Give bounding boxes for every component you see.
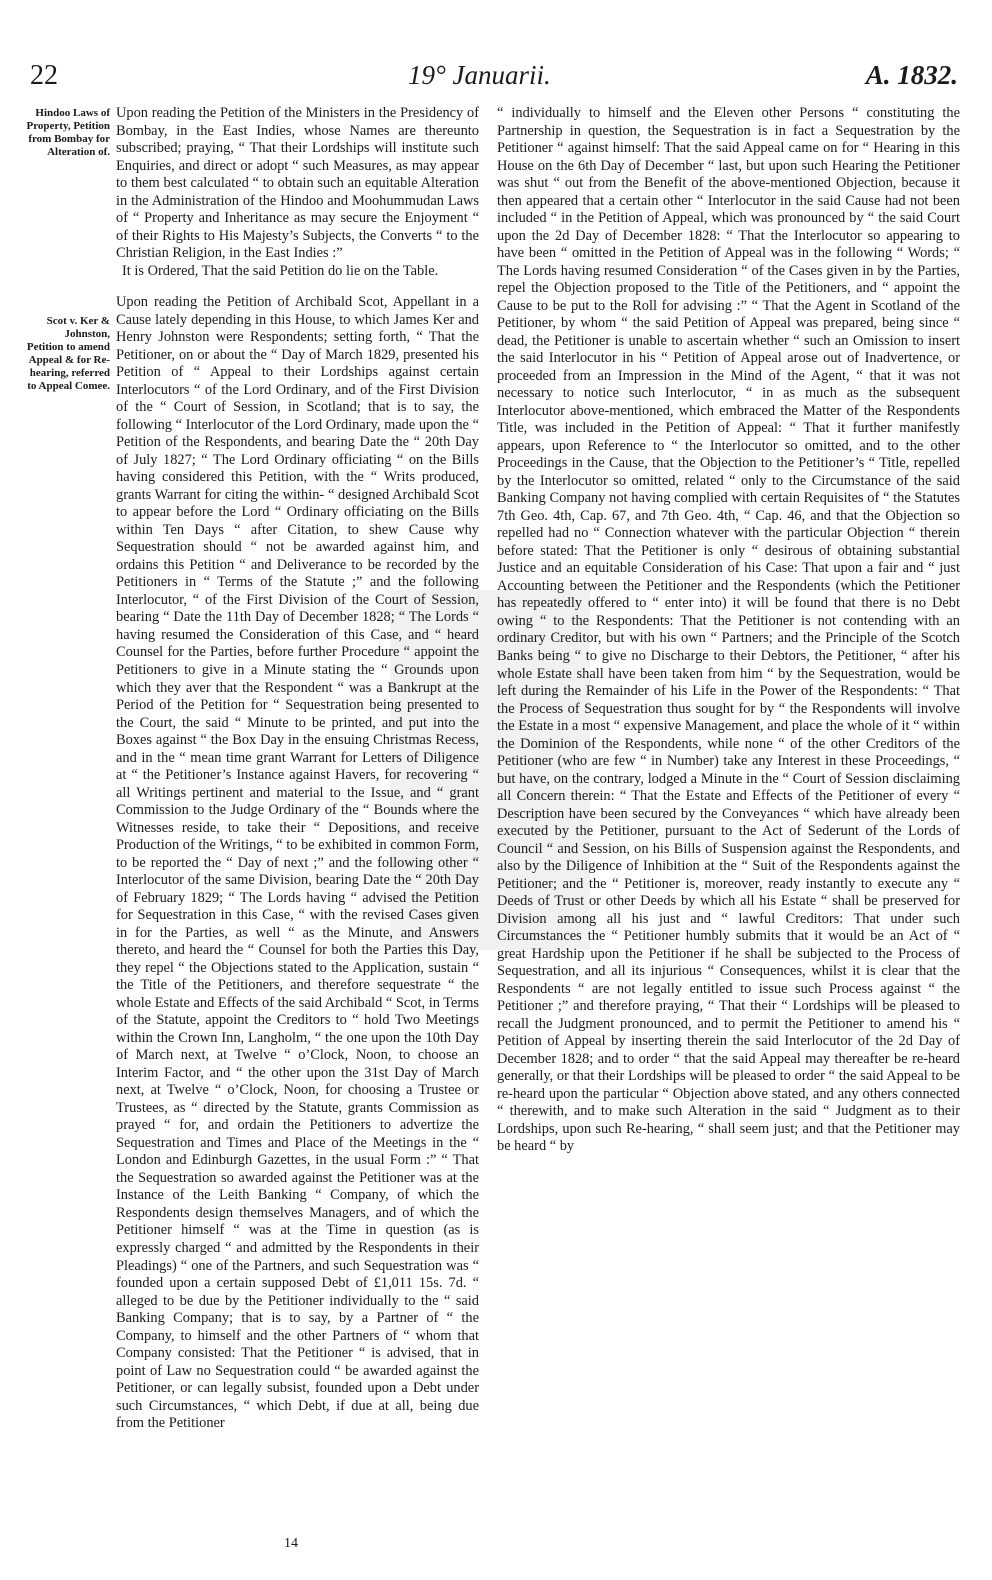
petition-archibald-scot: Upon reading the Petition of Archibald Scot, Appellant in a Cause lately depending in this House, to which James Ker and Henry Johnston were Respondents; setting forth, “ That the Petitioner, on or about the “ Day of March 1829, presented his Petition of “ Appeal to their Lordships against certain Interlocutors “ of the Lord Ordinary, and of the First Division of the “ Court of Session, in Scotland; that is to say, the following “ Interlocutor of the Lord Ordinary, made upon the “ Petition of the Respondents, and bearing Date the “ 20th Day of July 1827; “ The Lord Ordinary officiating “ on the Bills having considered this Petition, with the “ Writs produced, grants Warrant for citing the within- “ designed Archibald Scot to appear before the Lord “ Ordinary officiating on the Bills within Ten Days “ after Citation, to shew Cause why Sequestration should “ not be awarded against him, and ordains this Petition “ and Deliverance to be recorded by the Petitioners in “ Terms of the Statute ;” and the following Interlocutor, “ of the First Division of the Court of Session, bearing “ Date the 11th Day of December 1828; “ The Lords “ having resumed the Consideration of this Case, and “ heard Counsel for the Parties, before further Procedure “ appoint the Petitioners to give in a Minute stating the “ Grounds upon which they aver that the Respondent “ was a Bankrupt at the Period of the Petition for “ Sequestration being presented to the Court, the said “ Minute to be printed, and put into the Boxes against “ the Box Day in the ensuing Christmas Recess, and in the “ mean time grant Warrant for Letters of Diligence at “ the Petitioner’s Instance against Havers, for recovering “ all Writings pertinent and material to the Issue, and “ grant Commission to the Judge Ordinary of the “ Bounds where the Witnesses reside, to take their “ Depositions, and receive Production of the Writings, “ to be exhibited in common Form, to be reported the “ Day of next ;” and the following other “ Interlocutor of the same Division, bearing Date the “ 20th Day of February 1829; “ The Lords having “ advised the Petition for Sequestration in this Case, “ with the revised Cases given in for the Parties, as well “ as the Minute, and Answers thereto, and heard the “ Counsel for both the Parties this Day, they repel “ the Objections stated to the Application, sustain “ the Title of the Petitioners, and therefore sequestrate “ the whole Estate and Effects of the said Archibald “ Scot, in Terms of the Statute, appoint the Creditors to “ hold Two Meetings within the Crown Inn, Langholm, “ the one upon the 10th Day of March next, at Twelve “ o’Clock, Noon, to choose an Interim Factor, and “ the other upon the 31st Day of March next, at Twelve “ o’Clock, Noon, for choosing a Trustee or Trustees, as “ directed by the Statute, grants Commission as prayed “ for, and ordain the Petitioners to advertize the Sequestration and Times and Place of the Meetings in the “ London and Edinburgh Gazettes, in the usual Form :” “ That the Sequestration so awarded against the Petitioner was at the Instance of the Leith Banking “ Company, of which the Respondents design themselves Managers, and of which the Petitioner himself “ was at the Time in question (as is expressly charged “ and admitted by the Respondents in their Pleadings) “ one of the Partners, and such Sequestration was “ founded upon a certain supposed Debt of £1,011 15s. 7d. “ alleged to be due by the Petitioner individually to the “ said Banking Company; that is to say, by a Partner of “ the Company, to himself and the other Partners of “ whom that Company consisted: That the Petitioner “ is advised, that in point of Law no Sequestration could “ be awarded against the Petitioner, or can legally subsist, founded upon a Debt under such Circumstances, “ which Debt, if due at all, being due from the Petitioner <box>116 294 479 1432</box>
signature-mark: 14 <box>284 1536 298 1551</box>
page-number: 22 <box>30 60 58 91</box>
right-column <box>497 105 960 1560</box>
page-date: 19° Januarii. <box>408 60 551 90</box>
margin-note-scot-v-ker: Scot v. Ker & Johnston, Petition to amend Appeal & for Re-hearing, referred to Appeal Comee. <box>26 315 110 392</box>
page-year: A. 1832. <box>865 60 958 90</box>
petition-archibald-scot-continued: “ individually to himself and the Eleven other Persons “ constituting the Partnership in question, the Sequestration is in fact a Sequestration by the Petitioner “ against himself: That the said Appeal came on for “ Hearing in this House on the 6th Day of December “ last, but upon such Hearing the Petitioner was shut “ out from the Benefit of the above-mentioned Objection, because it then appeared that a certain other “ Interlocutor in the said Cause had not been included “ in the Petition of Appeal, which was pronounced by “ the said Court upon the 2d Day of December 1828: “ That the Interlocutor so appearing to have been “ omitted in the Petition of Appeal was in the following “ Words; “ The Lords having resumed Consideration “ of the Cases given in by the Parties, repel the Objection proposed to the Title of the Petitioners, and “ appoint the Cause to be put to the Roll for advising :” “ That the Agent in Scotland of the Petitioner, by whom “ the said Petition of Appeal was prepared, being since “ dead, the Petitioner is unable to ascertain whether “ such an Omission to insert the said Interlocutor in his “ Petition of Appeal arose out of Inadvertence, or proceeded from an Impression in the Mind of the Agent, “ that it was not necessary to notice such Interlocutor, “ in as much as the subsequent Interlocutor above-mentioned, which embraced the Matter of the Respondents Title, was included in the Petition of Appeal: “ That it further manifestly appears, upon Reference to “ the Interlocutor so omitted, and to the other Proceedings in the Cause, that the Objection to the Petitioner’s “ Title, repelled by the Interlocutor so omitted, related “ only to the Circumstance of the said Banking Company not having complied with certain Requisites of “ the Statutes 7th Geo. 4th, Cap. 67, and 7th Geo. 4th, “ Cap. 46, and that the Objection so repelled had no “ Connection whatever with the particular Objection “ therein before stated: That the Petitioner is only “ desirous of obtaining substantial Justice and an equitable Consideration of his Case: That upon a fair and “ just Accounting between the Petitioner and the Respondents (which the Petitioner has repeatedly offered to “ enter into) it will be found that there is no Debt owing “ to the Respondents: That the Petitioner is not contending with an ordinary Creditor, but with his own “ Partners; and the Principle of the Scotch Banks being “ to give no Discharge to their Debtors, the Petitioner, “ after his whole Estate shall have been taken from him “ by the Sequestration, would be left during the Remainder of his Life in the Power of the Respondents: “ That the Process of Sequestration thus sought for by “ the Respondents will involve the Estate in a most “ expensive Management, and place the whole of it “ within the Dominion of the Respondents, while none “ of the other Creditors of the Petitioner (who are few “ in Number) take any Interest in these Proceedings, “ but have, on the contrary, lodged a Minute in the “ Court of Session disclaiming all Concern therein: “ That the Estate and Effects of the Petitioner of every “ Description have been secured by the Conveyances “ which have already been executed by the Petitioner, pursuant to the Act of Sederunt of the Lords of Council “ and Session, on his Bills of Suspension against the Respondents, and also by the Diligence of Inhibition at the “ Suit of the Respondents against the Petitioner; and the “ Petitioner is, moreover, ready instantly to execute any “ Deeds of Trust or other Deeds by which all his Estate “ shall be preserved for Division among all his just and “ lawful Creditors: That under such Circumstances the “ Petitioner humbly submits that it would be an Act of “ great Hardship upon the Petitioner if he shall be subjected to the Process of Sequestration, and all its injurious “ Consequences, whilst it is clear that the Respondents “ are not legally entitled to issue such Process against “ the Petitioner ;” and therefore praying, “ That their “ Lordships will be pleased to recall the Judgment pronounced, and to permit the Petitioner to amend his “ Petition of Appeal by inserting therein the said Interlocutor of the 2d Day of December 1828; and to order “ that the said Appeal may thereafter be re-heard generally, or that their Lordships will be pleased to order “ the said Appeal to be re-heard upon the particular “ Objection above stated, and any others connected “ therewith, and to make such Alteration in the said “ Judgment as to their Lordships, upon such Re-hearing, “ shall seem just; and that the Petitioner may be heard “ by <box>497 105 960 1155</box>
left-column <box>116 105 479 1545</box>
margin-note-hindoo-laws: Hindoo Laws of Property, Petition from Bombay for Alteration of. <box>26 107 110 158</box>
petition-ministers-bombay: Upon reading the Petition of the Ministers in the Presidency of Bombay, in the East Indies, whose Names are thereunto subscribed; praying, “ That their Lordships will institute such Enquiries, and direct or adopt “ such Measures, as may appear to them best calculated “ to obtain such an equitable Alteration in the Administration of the Hindoo and Moohummudan Laws of “ Property and Inheritance as may secure the Enjoyment “ of their Rights to His Majesty’s Subjects, the Converts “ to the Christian Religion, in the East Indies :” <box>116 105 479 262</box>
order-lie-on-table: It is Ordered, That the said Petition do lie on the Table. <box>122 262 439 279</box>
